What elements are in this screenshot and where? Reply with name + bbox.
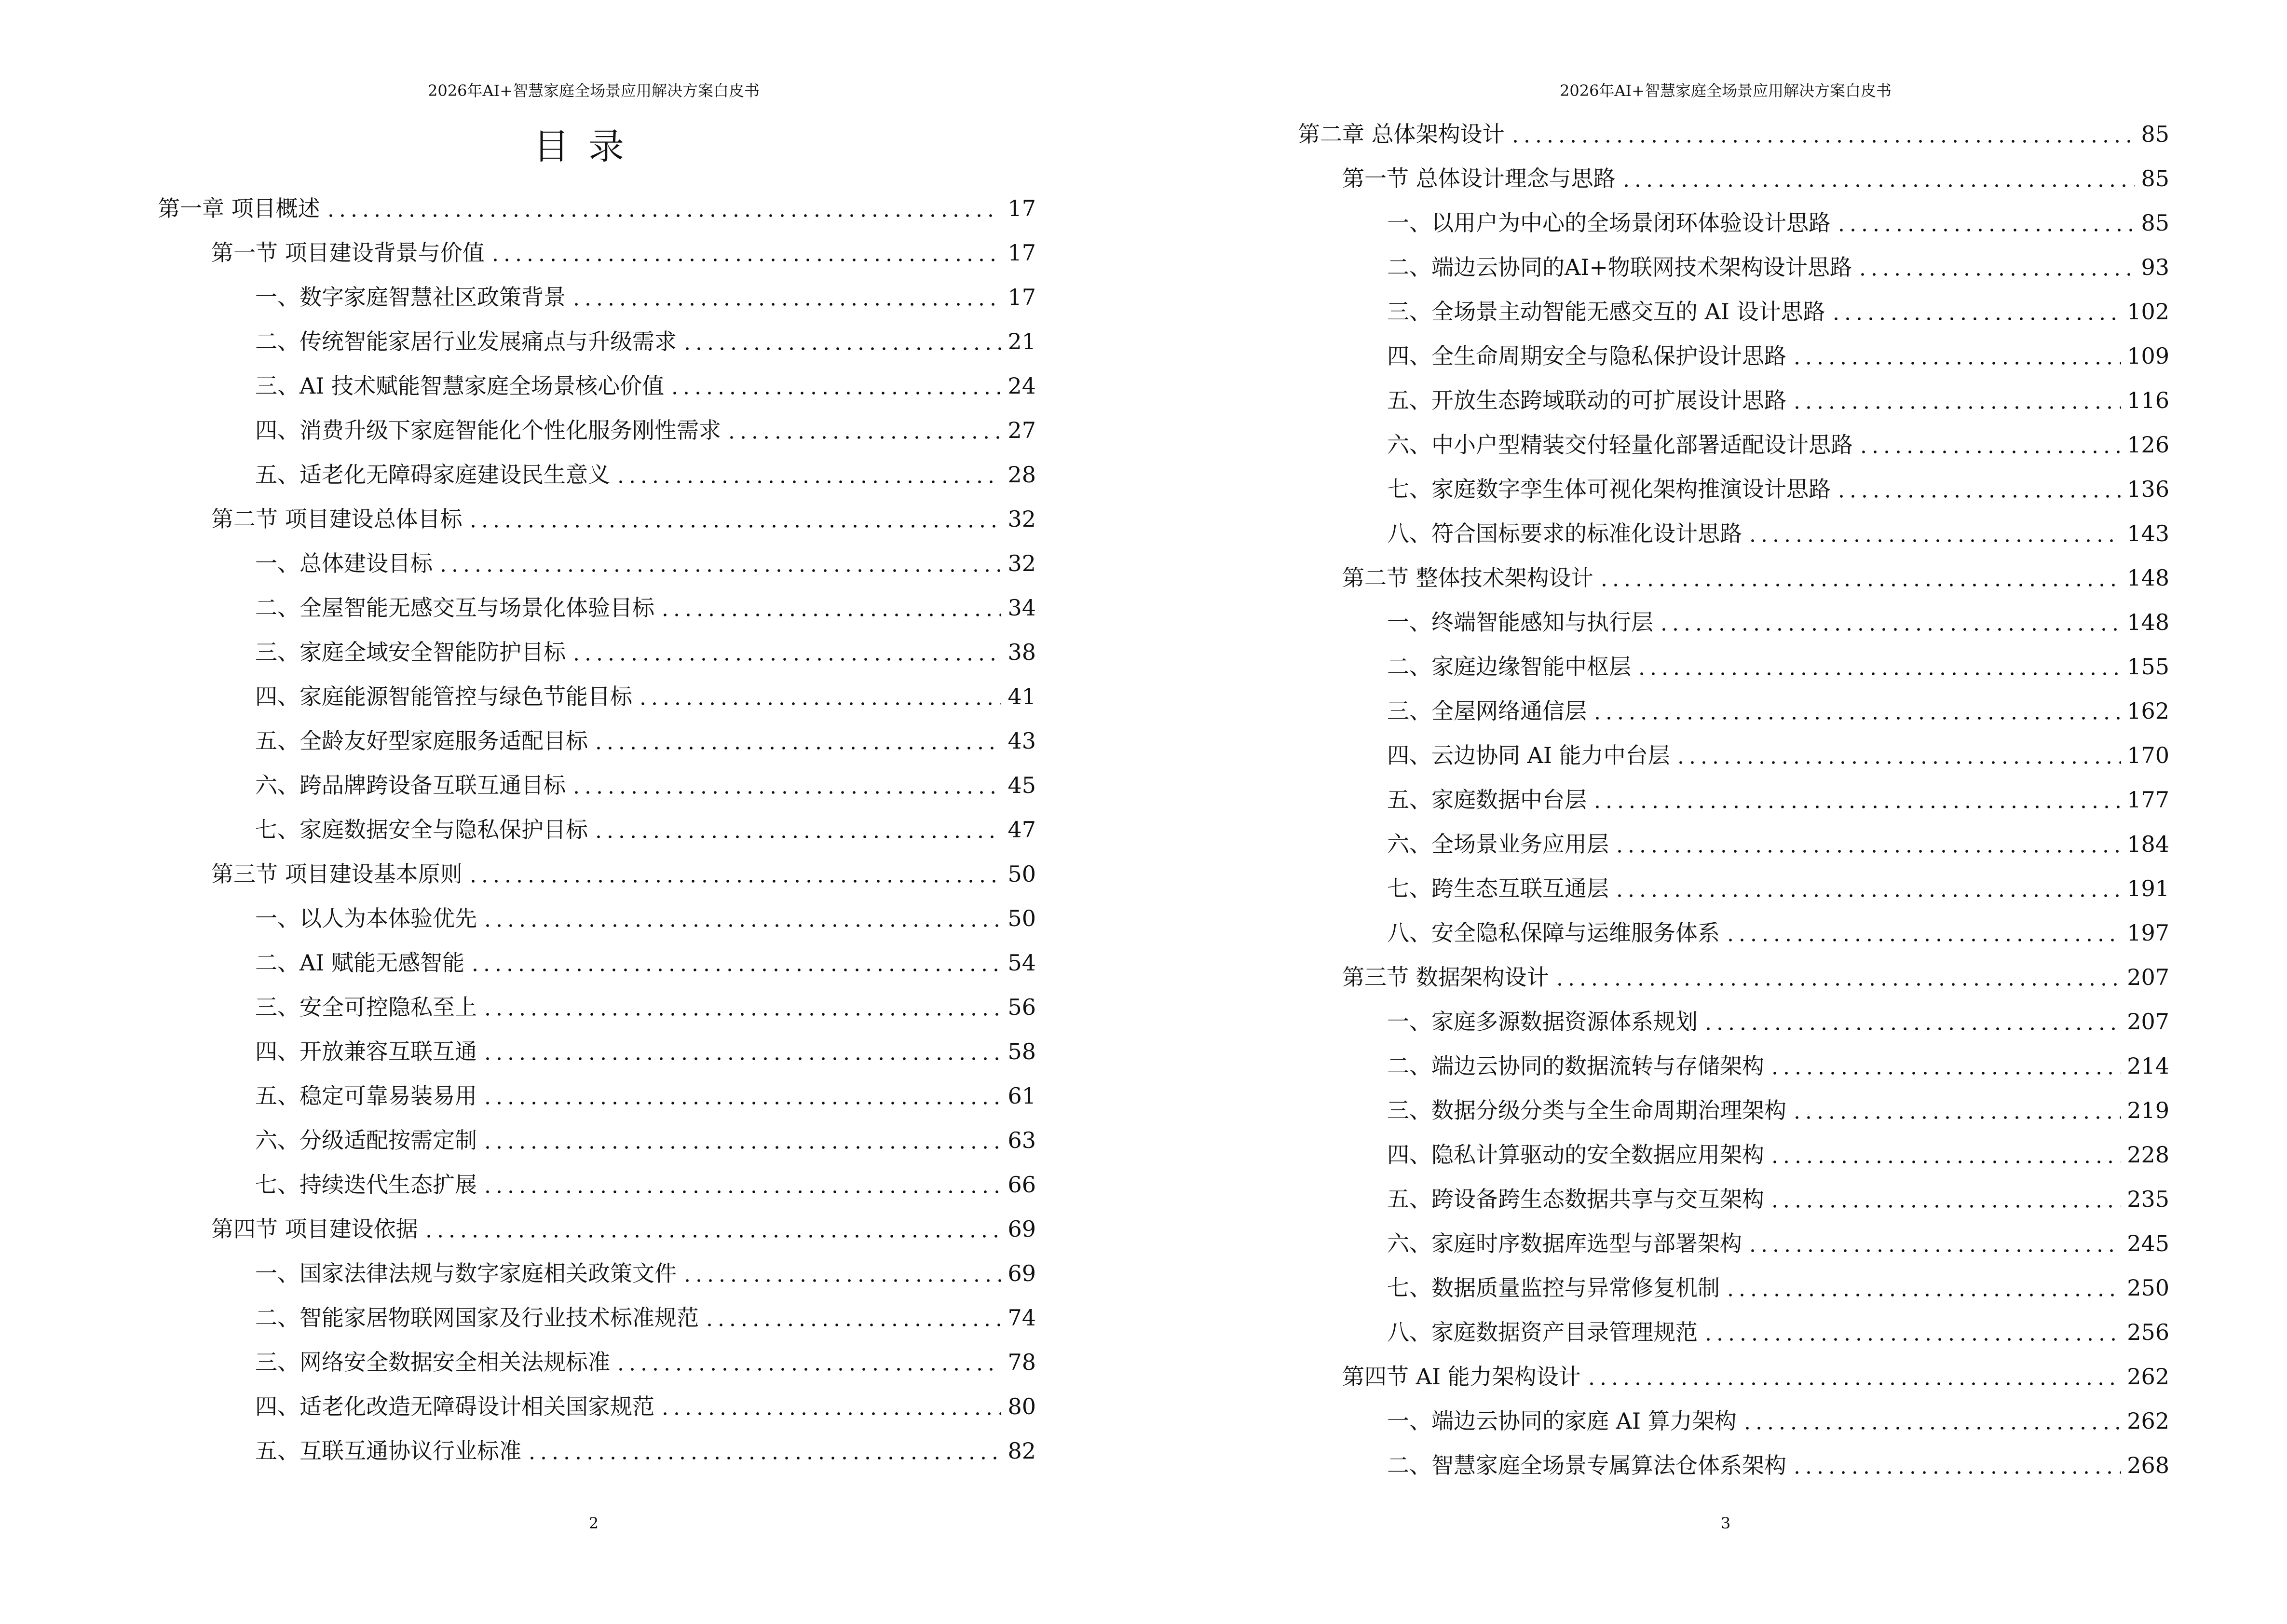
dot-leader bbox=[467, 949, 1003, 976]
toc-entry-label: 第三节 数据架构设计 bbox=[1342, 964, 1549, 990]
page-number: 3 bbox=[1720, 1514, 1731, 1532]
toc-entry-item[interactable] bbox=[1387, 334, 2169, 378]
toc-entry-label: 七、持续迭代生态扩展 bbox=[255, 1172, 477, 1198]
dot-leader bbox=[488, 239, 1003, 266]
toc-entry-label: 第二节 项目建设总体目标 bbox=[211, 506, 463, 532]
toc-entry-label: 八、安全隐私保障与运维服务体系 bbox=[1387, 920, 1720, 946]
toc-entry-label: 三、家庭全域安全智能防护目标 bbox=[255, 639, 566, 665]
toc-entry-label: 第四节 AI 能力架构设计 bbox=[1342, 1364, 1581, 1390]
dot-leader bbox=[480, 1171, 1003, 1198]
toc-entry-item[interactable] bbox=[1387, 1044, 2169, 1088]
toc-entry-label: 四、开放兼容互联互通 bbox=[255, 1038, 477, 1064]
toc-entry-label: 一、以人为本体验优先 bbox=[255, 905, 477, 931]
toc-entry-label: 二、AI 赋能无感智能 bbox=[255, 950, 465, 976]
toc-entry-page: 268 bbox=[2127, 1452, 2169, 1478]
toc-entry-label: 七、家庭数字孪生体可视化架构推演设计思路 bbox=[1387, 476, 1831, 502]
toc-entry-label: 四、家庭能源智能管控与绿色节能目标 bbox=[255, 683, 632, 710]
running-header: 2026年AI+智慧家庭全场景应用解决方案白皮书 bbox=[1559, 82, 1892, 100]
toc-entry-item[interactable] bbox=[255, 763, 1036, 807]
toc-entry-page: 43 bbox=[1007, 728, 1036, 754]
dot-leader bbox=[657, 1393, 1003, 1420]
toc-entry-label: 二、传统智能家居行业发展痛点与升级需求 bbox=[255, 328, 677, 355]
toc-entry-page: 66 bbox=[1007, 1172, 1036, 1198]
toc-entry-item[interactable] bbox=[255, 941, 1036, 985]
toc-entry-item[interactable] bbox=[1387, 423, 2169, 467]
toc-entry-label: 七、跨生态互联互通层 bbox=[1387, 875, 1609, 901]
dot-leader bbox=[1767, 1186, 2123, 1213]
toc-entry-page: 61 bbox=[1007, 1083, 1036, 1109]
dot-leader bbox=[1789, 387, 2123, 414]
toc-entry-page: 256 bbox=[2127, 1319, 2169, 1345]
toc-entry-item[interactable] bbox=[255, 807, 1036, 852]
toc-entry-item[interactable] bbox=[1387, 822, 2169, 866]
toc-entry-label: 第四节 项目建设依据 bbox=[211, 1216, 418, 1242]
toc-entry-label: 二、智能家居物联网国家及行业技术标准规范 bbox=[255, 1305, 699, 1331]
toc-entry-label: 六、全场景业务应用层 bbox=[1387, 831, 1609, 857]
toc-entry-label: 四、全生命周期安全与隐私保护设计思路 bbox=[1387, 343, 1786, 369]
toc-entry-label: 第一节 总体设计理念与思路 bbox=[1342, 165, 1616, 191]
toc-entry-item[interactable] bbox=[1387, 911, 2169, 955]
toc-entry-label: 五、家庭数据中台层 bbox=[1387, 787, 1587, 813]
toc-entry-page: 80 bbox=[1007, 1393, 1036, 1419]
toc-entry-page: 21 bbox=[1007, 328, 1036, 355]
dot-leader bbox=[613, 461, 1003, 488]
toc-entry-page: 50 bbox=[1007, 861, 1036, 887]
toc-entry-item[interactable] bbox=[1387, 1133, 2169, 1177]
dot-leader bbox=[1590, 786, 2123, 813]
toc-entry-item[interactable] bbox=[1387, 245, 2169, 289]
toc-entry-page: 24 bbox=[1007, 373, 1036, 399]
toc-entry-page: 69 bbox=[1007, 1216, 1036, 1242]
toc-entry-page: 17 bbox=[1007, 195, 1036, 221]
toc-entry-item[interactable] bbox=[1387, 289, 2169, 334]
toc-entry-page: 262 bbox=[2127, 1364, 2169, 1390]
toc-entry-page: 143 bbox=[2127, 520, 2169, 546]
toc-entry-page: 38 bbox=[1007, 639, 1036, 665]
dot-leader bbox=[465, 860, 1003, 887]
toc-entry-item[interactable] bbox=[255, 896, 1036, 941]
toc-entry-label: 三、全场景主动智能无感交互的 AI 设计思路 bbox=[1387, 299, 1825, 325]
toc-entry-label: 第三节 项目建设基本原则 bbox=[211, 861, 463, 887]
dot-leader bbox=[569, 639, 1003, 666]
toc-entry-section[interactable] bbox=[211, 497, 1036, 541]
toc-entry-item[interactable] bbox=[1387, 467, 2169, 511]
toc-entry-section[interactable] bbox=[211, 231, 1036, 275]
toc-entry-page: 34 bbox=[1007, 595, 1036, 621]
toc-entry-item[interactable] bbox=[1387, 1399, 2169, 1443]
toc-entry-item[interactable] bbox=[255, 674, 1036, 719]
toc-entry-item[interactable] bbox=[255, 364, 1036, 408]
toc-entry-label: 五、适老化无障碍家庭建设民生意义 bbox=[255, 462, 610, 488]
toc-entry-page: 63 bbox=[1007, 1127, 1036, 1153]
toc-entry-item[interactable] bbox=[255, 1118, 1036, 1162]
toc-entry-page: 85 bbox=[2141, 210, 2169, 236]
toc-entry-label: 二、端边云协同的AI+物联网技术架构设计思路 bbox=[1387, 254, 1852, 280]
toc-entry-item[interactable] bbox=[255, 452, 1036, 497]
toc-entry-page: 32 bbox=[1007, 550, 1036, 576]
toc-entry-item[interactable] bbox=[1387, 1177, 2169, 1221]
toc-entry-page: 162 bbox=[2127, 698, 2169, 724]
toc-entry-page: 170 bbox=[2127, 742, 2169, 768]
toc-entry-label: 六、中小户型精装交付轻量化部署适配设计思路 bbox=[1387, 432, 1853, 458]
toc-entry-label: 七、家庭数据安全与隐私保护目标 bbox=[255, 817, 588, 843]
toc-entry-label: 四、隐私计算驱动的安全数据应用架构 bbox=[1387, 1142, 1764, 1168]
toc-entry-item[interactable] bbox=[1387, 1088, 2169, 1133]
toc-entry-page: 262 bbox=[2127, 1408, 2169, 1434]
toc-entry-page: 82 bbox=[1007, 1438, 1036, 1464]
dot-leader bbox=[1584, 1363, 2124, 1390]
toc-entry-page: 184 bbox=[2127, 831, 2169, 857]
dot-leader bbox=[1828, 298, 2124, 325]
toc-entry-page: 109 bbox=[2127, 343, 2169, 369]
toc-entry-label: 一、端边云协同的家庭 AI 算力架构 bbox=[1387, 1408, 1737, 1434]
dot-leader bbox=[421, 1215, 1003, 1242]
toc-entry-page: 155 bbox=[2127, 654, 2169, 680]
dot-leader bbox=[613, 1349, 1003, 1376]
page-number: 2 bbox=[588, 1514, 599, 1532]
toc-entry-item[interactable] bbox=[255, 719, 1036, 763]
toc-entry-label: 四、适老化改造无障碍设计相关国家规范 bbox=[255, 1393, 654, 1419]
toc-entry-item[interactable] bbox=[255, 275, 1036, 319]
toc-entry-page: 214 bbox=[2127, 1053, 2169, 1079]
toc-entry-label: 八、符合国标要求的标准化设计思路 bbox=[1387, 520, 1742, 546]
toc-entry-label: 一、终端智能感知与执行层 bbox=[1387, 609, 1653, 635]
toc-entry-page: 56 bbox=[1007, 994, 1036, 1020]
dot-leader bbox=[480, 1082, 1003, 1109]
toc-entry-page: 207 bbox=[2127, 964, 2169, 990]
toc-entry-page: 17 bbox=[1007, 240, 1036, 266]
dot-leader bbox=[1789, 1452, 2123, 1479]
dot-leader bbox=[1723, 1274, 2123, 1301]
toc-entry-label: 七、数据质量监控与异常修复机制 bbox=[1387, 1275, 1720, 1301]
dot-leader bbox=[569, 284, 1003, 311]
toc-entry-label: 二、全屋智能无感交互与场景化体验目标 bbox=[255, 595, 654, 621]
toc-entry-page: 47 bbox=[1007, 817, 1036, 843]
right-page bbox=[1144, 0, 2287, 1624]
dot-leader bbox=[1767, 1141, 2123, 1168]
dot-leader bbox=[1656, 609, 2123, 636]
dot-leader bbox=[1634, 653, 2123, 680]
toc-entry-label: 六、分级适配按需定制 bbox=[255, 1127, 477, 1153]
toc-entry-page: 136 bbox=[2127, 476, 2169, 502]
toc-entry-item[interactable] bbox=[255, 319, 1036, 364]
toc-entry-item[interactable] bbox=[255, 586, 1036, 630]
toc-entry-item[interactable] bbox=[255, 1162, 1036, 1207]
toc-entry-page: 177 bbox=[2127, 787, 2169, 813]
toc-entry-label: 三、网络安全数据安全相关法规标准 bbox=[255, 1349, 610, 1375]
toc-entry-page: 219 bbox=[2127, 1097, 2169, 1123]
dot-leader bbox=[635, 683, 1003, 710]
dot-leader bbox=[667, 372, 1003, 399]
toc-entry-item[interactable] bbox=[1387, 378, 2169, 423]
toc-entry-page: 148 bbox=[2127, 609, 2169, 635]
dot-leader bbox=[569, 772, 1003, 799]
toc-entry-label: 六、跨品牌跨设备互联互通目标 bbox=[255, 772, 566, 798]
dot-leader bbox=[436, 550, 1003, 577]
toc-entry-page: 45 bbox=[1007, 772, 1036, 798]
toc-entry-label: 一、以用户为中心的全场景闭环体验设计思路 bbox=[1387, 210, 1831, 236]
toc-entry-page: 228 bbox=[2127, 1142, 2169, 1168]
toc-entry-page: 102 bbox=[2127, 299, 2169, 325]
dot-leader bbox=[657, 594, 1003, 621]
toc-entry-label: 三、全屋网络通信层 bbox=[1387, 698, 1587, 724]
dot-leader bbox=[1740, 1407, 2124, 1434]
dot-leader bbox=[1673, 742, 2124, 769]
toc-entry-label: 五、互联互通协议行业标准 bbox=[255, 1438, 521, 1464]
toc-entry-label: 五、稳定可靠易装易用 bbox=[255, 1083, 477, 1109]
dot-leader bbox=[1612, 875, 2123, 902]
toc-entry-page: 148 bbox=[2127, 565, 2169, 591]
toc-entry-label: 二、智慧家庭全场景专属算法仓体系架构 bbox=[1387, 1452, 1786, 1478]
dot-leader bbox=[591, 816, 1003, 843]
toc-entry-page: 74 bbox=[1007, 1305, 1036, 1331]
toc-entry-section[interactable] bbox=[211, 1207, 1036, 1251]
dot-leader bbox=[1723, 919, 2123, 946]
toc-entry-item[interactable] bbox=[1387, 1310, 2169, 1354]
dot-leader bbox=[1619, 165, 2137, 192]
toc-entry-item[interactable] bbox=[255, 1074, 1036, 1118]
toc-entry-label: 二、家庭边缘智能中枢层 bbox=[1387, 654, 1631, 680]
toc-entry-item[interactable] bbox=[255, 408, 1036, 452]
dot-leader bbox=[680, 1260, 1003, 1287]
toc-entry-chapter[interactable] bbox=[1298, 112, 2169, 156]
toc-entry-label: 一、数字家庭智慧社区政策背景 bbox=[255, 284, 566, 310]
toc-entry-page: 28 bbox=[1007, 462, 1036, 488]
toc-entry-item[interactable] bbox=[1387, 689, 2169, 733]
toc-entry-label: 一、家庭多源数据资源体系规划 bbox=[1387, 1009, 1698, 1035]
toc-entry-page: 41 bbox=[1007, 683, 1036, 710]
toc-entry-item[interactable] bbox=[1387, 733, 2169, 778]
dot-leader bbox=[1767, 1052, 2123, 1079]
toc-entry-item[interactable] bbox=[255, 630, 1036, 674]
toc-entry-page: 116 bbox=[2127, 387, 2169, 413]
toc-entry-item[interactable] bbox=[1387, 778, 2169, 822]
dot-leader bbox=[1789, 1097, 2123, 1124]
toc-entry-item[interactable] bbox=[1387, 1443, 2169, 1488]
toc-entry-label: 八、家庭数据资产目录管理规范 bbox=[1387, 1319, 1698, 1345]
toc-entry-item[interactable] bbox=[255, 985, 1036, 1029]
toc-entry-label: 三、数据分级分类与全生命周期治理架构 bbox=[1387, 1097, 1786, 1123]
toc-entry-chapter[interactable] bbox=[158, 186, 1036, 231]
toc-entry-label: 第一章 项目概述 bbox=[158, 195, 320, 221]
toc-entry-section[interactable] bbox=[1342, 156, 2169, 201]
toc-entry-item[interactable] bbox=[255, 1429, 1036, 1473]
toc-entry-label: 四、消费升级下家庭智能化个性化服务刚性需求 bbox=[255, 417, 721, 443]
dot-leader bbox=[1612, 831, 2123, 858]
toc-entry-page: 245 bbox=[2127, 1230, 2169, 1256]
toc-entry-label: 四、云边协同 AI 能力中台层 bbox=[1387, 742, 1670, 768]
toc-entry-item[interactable] bbox=[255, 1340, 1036, 1384]
dot-leader bbox=[1590, 697, 2123, 724]
toc-entry-item[interactable] bbox=[1387, 1266, 2169, 1310]
toc-entry-label: 五、开放生态跨域联动的可扩展设计思路 bbox=[1387, 387, 1786, 413]
dot-leader bbox=[1834, 209, 2137, 236]
toc-entry-page: 78 bbox=[1007, 1349, 1036, 1375]
toc-entry-label: 一、总体建设目标 bbox=[255, 550, 433, 576]
dot-leader bbox=[591, 727, 1003, 754]
toc-entry-page: 93 bbox=[2141, 254, 2169, 280]
dot-leader bbox=[480, 994, 1003, 1021]
toc-entry-item[interactable] bbox=[255, 1296, 1036, 1340]
toc-entry-item[interactable] bbox=[255, 1029, 1036, 1074]
toc-entry-page: 85 bbox=[2141, 165, 2169, 191]
dot-leader bbox=[1701, 1319, 2123, 1346]
toc-entry-page: 250 bbox=[2127, 1275, 2169, 1301]
dot-leader bbox=[524, 1437, 1003, 1464]
toc-entry-label: 第二章 总体架构设计 bbox=[1298, 121, 1505, 147]
toc-entry-item[interactable] bbox=[1387, 201, 2169, 245]
toc-entry-label: 一、国家法律法规与数字家庭相关政策文件 bbox=[255, 1260, 677, 1286]
toc-entry-label: 六、家庭时序数据库选型与部署架构 bbox=[1387, 1230, 1742, 1256]
dot-leader bbox=[680, 328, 1003, 355]
dot-leader bbox=[480, 1127, 1003, 1154]
toc-entry-item[interactable] bbox=[1387, 600, 2169, 644]
toc-entry-page: 207 bbox=[2127, 1009, 2169, 1035]
dot-leader bbox=[465, 505, 1003, 532]
dot-leader bbox=[323, 195, 1003, 222]
dot-leader bbox=[1508, 121, 2137, 148]
running-header: 2026年AI+智慧家庭全场景应用解决方案白皮书 bbox=[427, 82, 760, 100]
toc-entry-label: 三、AI 技术赋能智慧家庭全场景核心价值 bbox=[255, 373, 665, 399]
toc-entry-section[interactable] bbox=[1342, 556, 2169, 600]
toc-entry-item[interactable] bbox=[255, 1251, 1036, 1296]
toc-entry-item[interactable] bbox=[255, 541, 1036, 586]
toc-entry-label: 第一节 项目建设背景与价值 bbox=[211, 240, 485, 266]
toc-entry-page: 32 bbox=[1007, 506, 1036, 532]
dot-leader bbox=[1745, 520, 2123, 547]
toc-entry-page: 191 bbox=[2127, 875, 2169, 901]
dot-leader bbox=[1701, 1008, 2123, 1035]
toc-entry-page: 27 bbox=[1007, 417, 1036, 443]
toc-entry-section[interactable] bbox=[211, 852, 1036, 896]
dot-leader bbox=[1789, 342, 2123, 369]
toc-entry-item[interactable] bbox=[1387, 644, 2169, 689]
dot-leader bbox=[724, 417, 1003, 444]
dot-leader bbox=[480, 1038, 1003, 1065]
toc-entry-page: 50 bbox=[1007, 905, 1036, 931]
dot-leader bbox=[1834, 476, 2123, 503]
toc-entry-page: 54 bbox=[1007, 950, 1036, 976]
toc-entry-item[interactable] bbox=[255, 1384, 1036, 1429]
toc-entry-label: 五、跨设备跨生态数据共享与交互架构 bbox=[1387, 1186, 1764, 1212]
toc-entry-page: 58 bbox=[1007, 1038, 1036, 1064]
dot-leader bbox=[1856, 431, 2123, 458]
toc-title: 目录 bbox=[533, 126, 643, 167]
toc-entry-page: 85 bbox=[2141, 121, 2169, 147]
toc-entry-page: 69 bbox=[1007, 1260, 1036, 1286]
toc-entry-item[interactable] bbox=[1387, 999, 2169, 1044]
toc-entry-section[interactable] bbox=[1342, 1354, 2169, 1399]
dot-leader bbox=[1552, 964, 2124, 991]
dot-leader bbox=[480, 905, 1003, 932]
toc-entry-item[interactable] bbox=[1387, 511, 2169, 556]
dot-leader bbox=[1855, 254, 2137, 281]
toc-entry-label: 二、端边云协同的数据流转与存储架构 bbox=[1387, 1053, 1764, 1079]
toc-entry-label: 三、安全可控隐私至上 bbox=[255, 994, 477, 1020]
toc-entry-page: 197 bbox=[2127, 920, 2169, 946]
toc-entry-item[interactable] bbox=[1387, 866, 2169, 911]
dot-leader bbox=[702, 1304, 1003, 1331]
toc-entry-page: 235 bbox=[2127, 1186, 2169, 1212]
toc-entry-label: 第二节 整体技术架构设计 bbox=[1342, 565, 1593, 591]
toc-entry-page: 126 bbox=[2127, 432, 2169, 458]
toc-entry-item[interactable] bbox=[1387, 1221, 2169, 1266]
dot-leader bbox=[1596, 564, 2124, 591]
toc-entry-page: 17 bbox=[1007, 284, 1036, 310]
toc-entry-section[interactable] bbox=[1342, 955, 2169, 999]
toc-entry-label: 五、全龄友好型家庭服务适配目标 bbox=[255, 728, 588, 754]
dot-leader bbox=[1745, 1230, 2123, 1257]
